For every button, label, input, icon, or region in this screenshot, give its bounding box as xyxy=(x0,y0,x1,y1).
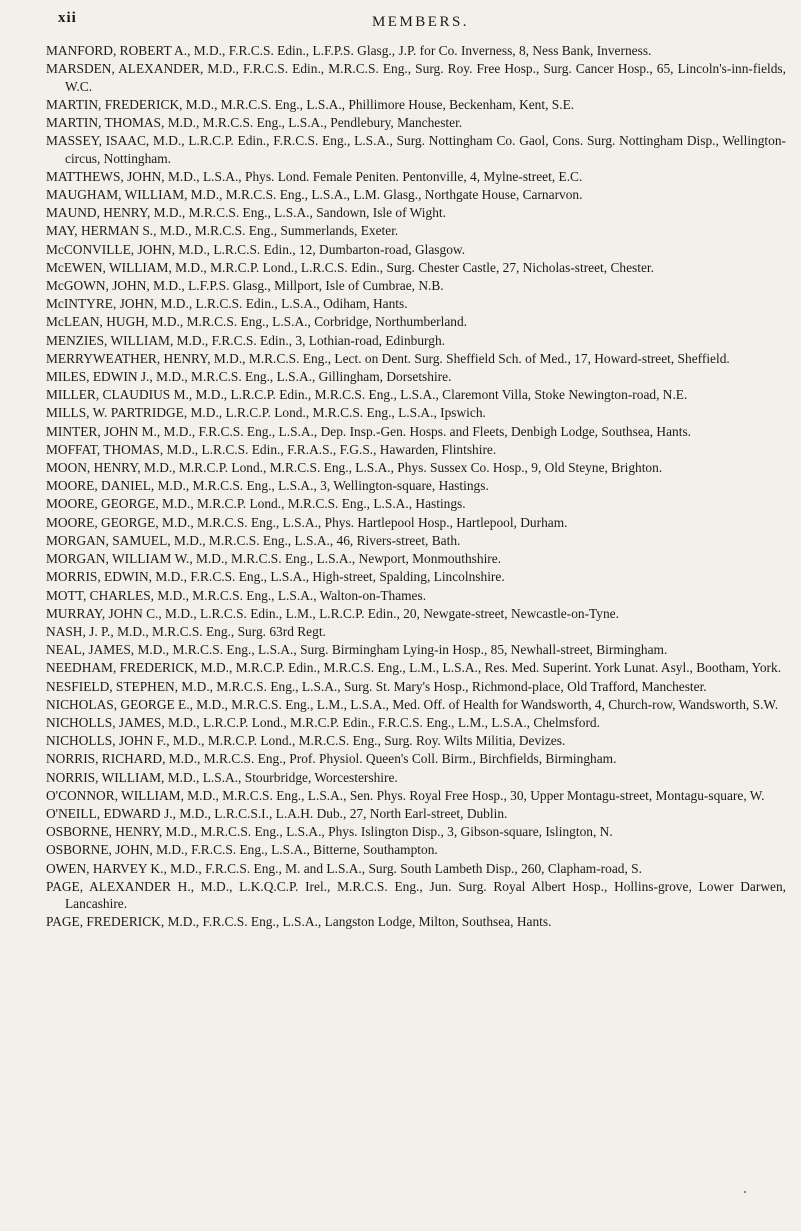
member-entry: NICHOLLS, JAMES, M.D., L.R.C.P. Lond., M.R.C.P. Edin., F.R.C.S. Eng., L.M., L.S.A., Chelmsford. xyxy=(46,714,600,730)
member-entry: MAUGHAM, WILLIAM, M.D., M.R.C.S. Eng., L.S.A., L.M. Glasg., Northgate House, Carnarvon. xyxy=(46,187,583,203)
member-entry: MOTT, CHARLES, M.D., M.R.C.S. Eng., L.S.A., Walton-on-Thames. xyxy=(46,587,427,603)
member-entry: NORRIS, WILLIAM, M.D., L.S.A., Stourbridge, Worcestershire. xyxy=(46,769,398,785)
member-entry: MORGAN, WILLIAM W., M.D., M.R.C.S. Eng., L.S.A., Newport, Monmouthshire. xyxy=(46,551,502,567)
member-entry: MILLER, CLAUDIUS M., M.D., L.R.C.P. Edin., M.R.C.S. Eng., L.S.A., Claremont Villa, Stoke Newington-road, N.E. xyxy=(46,387,688,403)
member-entry: MOON, HENRY, M.D., M.R.C.P. Lond., M.R.C.S. Eng., L.S.A., Phys. Sussex Co. Hosp., 9, Old Steyne, Brighton. xyxy=(46,460,663,476)
member-entry: MARTIN, THOMAS, M.D., M.R.C.S. Eng., L.S.A., Pendlebury, Manchester. xyxy=(46,115,463,131)
member-entry: NASH, J. P., M.D., M.R.C.S. Eng., Surg. 63rd Regt. xyxy=(46,623,326,639)
member-entry: MILLS, W. PARTRIDGE, M.D., L.R.C.P. Lond., M.R.C.S. Eng., L.S.A., Ipswich. xyxy=(46,405,486,421)
member-entry: McINTYRE, JOHN, M.D., L.R.C.S. Edin., L.S.A., Odiham, Hants. xyxy=(46,296,408,312)
member-entry: MAY, HERMAN S., M.D., M.R.C.S. Eng., Summerlands, Exeter. xyxy=(46,223,399,239)
member-entry: O'CONNOR, WILLIAM, M.D., M.R.C.S. Eng., L.S.A., Sen. Phys. Royal Free Hosp., 30, Upper Montagu-street, Montagu-square, W. xyxy=(46,787,765,803)
member-entry: PAGE, FREDERICK, M.D., F.R.C.S. Eng., L.S.A., Langston Lodge, Milton, Southsea, Hants. xyxy=(46,914,552,930)
member-entry: MURRAY, JOHN C., M.D., L.R.C.S. Edin., L.M., L.R.C.P. Edin., 20, Newgate-street, Newcastle-on-Tyne. xyxy=(46,605,619,621)
member-entry: McLEAN, HUGH, M.D., M.R.C.S. Eng., L.S.A., Corbridge, Northumberland. xyxy=(46,314,468,330)
member-entry: NEAL, JAMES, M.D., M.R.C.S. Eng., L.S.A., Surg. Birmingham Lying-in Hosp., 85, Newhall-street, Birmingham. xyxy=(46,642,668,658)
member-entry: MENZIES, WILLIAM, M.D., F.R.C.S. Edin., 3, Lothian-road, Edinburgh. xyxy=(46,332,446,348)
member-entry: MORRIS, EDWIN, M.D., F.R.C.S. Eng., L.S.A., High-street, Spalding, Lincolnshire. xyxy=(46,569,505,585)
member-entry: McGOWN, JOHN, M.D., L.F.P.S. Glasg., Millport, Isle of Cumbrae, N.B. xyxy=(46,278,444,294)
member-entry: NORRIS, RICHARD, M.D., M.R.C.S. Eng., Prof. Physiol. Queen's Coll. Birm., Birchfields, Birmingham. xyxy=(46,751,617,767)
member-entry: NESFIELD, STEPHEN, M.D., M.R.C.S. Eng., L.S.A., Surg. St. Mary's Hosp., Richmond-place, Old Trafford, Manchester. xyxy=(46,678,707,694)
member-entry: NICHOLAS, GEORGE E., M.D., M.R.C.S. Eng., L.M., L.S.A., Med. Off. of Health for Wandsworth, 4, Church-row, Wandsworth, S.W. xyxy=(46,696,779,712)
member-entry: OSBORNE, JOHN, M.D., F.R.C.S. Eng., L.S.A., Bitterne, Southampton. xyxy=(46,842,438,858)
member-entry: O'NEILL, EDWARD J., M.D., L.R.C.S.I., L.A.H. Dub., 27, North Earl-street, Dublin. xyxy=(46,805,508,821)
member-entry: MOFFAT, THOMAS, M.D., L.R.C.S. Edin., F.R.A.S., F.G.S., Hawarden, Flintshire. xyxy=(46,441,497,457)
member-entry: OWEN, HARVEY K., M.D., F.R.C.S. Eng., M. and L.S.A., Surg. South Lambeth Disp., 260, Clapham-road, S. xyxy=(46,860,642,876)
paper-speck xyxy=(744,1191,746,1193)
member-entry: MANFORD, ROBERT A., M.D., F.R.C.S. Edin., L.F.P.S. Glasg., J.P. for Co. Inverness, 8, Ness Bank, Inverness. xyxy=(46,43,652,58)
member-entry: OSBORNE, HENRY, M.D., M.R.C.S. Eng., L.S.A., Phys. Islington Disp., 3, Gibson-square, Islington, N. xyxy=(46,824,613,840)
member-entry: MARSDEN, ALEXANDER, M.D., F.R.C.S. Edin., M.R.C.S. Eng., Surg. Roy. Free Hosp., Surg. Cancer Hosp., 65, Lincoln's-inn-fields, W.C. xyxy=(46,61,786,94)
member-list xyxy=(46,42,786,932)
running-head: MEMBERS. xyxy=(371,14,470,30)
member-entry: MARTIN, FREDERICK, M.D., M.R.C.S. Eng., L.S.A., Phillimore House, Beckenham, Kent, S.E. xyxy=(46,96,575,112)
member-entry: MORGAN, SAMUEL, M.D., M.R.C.S. Eng., L.S.A., 46, Rivers-street, Bath. xyxy=(46,532,461,548)
member-entry: MASSEY, ISAAC, M.D., L.R.C.P. Edin., F.R.C.S. Eng., L.S.A., Surg. Nottingham Co. Gaol, Cons. Surg. Nottingham Disp., Wellington-circus, Nottingham. xyxy=(46,133,786,166)
member-entry: MOORE, GEORGE, M.D., M.R.C.P. Lond., M.R.C.S. Eng., L.S.A., Hastings. xyxy=(46,496,466,512)
member-entry: MERRYWEATHER, HENRY, M.D., M.R.C.S. Eng., Lect. on Dent. Surg. Sheffield Sch. of Med., 17, Howard-street, Sheffield. xyxy=(46,350,730,366)
member-entry: McCONVILLE, JOHN, M.D., L.R.C.S. Edin., 12, Dumbarton-road, Glasgow. xyxy=(46,241,466,257)
member-entry: MATTHEWS, JOHN, M.D., L.S.A., Phys. Lond. Female Peniten. Pentonville, 4, Mylne-street, E.C. xyxy=(46,168,583,184)
page-number: xii xyxy=(58,10,77,26)
member-entry: McEWEN, WILLIAM, M.D., M.R.C.P. Lond., L.R.C.S. Edin., Surg. Chester Castle, 27, Nicholas-street, Chester. xyxy=(46,259,654,275)
member-entry: MILES, EDWIN J., M.D., M.R.C.S. Eng., L.S.A., Gillingham, Dorsetshire. xyxy=(46,369,452,385)
member-entry: NICHOLLS, JOHN F., M.D., M.R.C.P. Lond., M.R.C.S. Eng., Surg. Roy. Wilts Militia, Devizes. xyxy=(46,733,566,749)
member-entry: MAUND, HENRY, M.D., M.R.C.S. Eng., L.S.A., Sandown, Isle of Wight. xyxy=(46,205,446,221)
member-entry: MOORE, DANIEL, M.D., M.R.C.S. Eng., L.S.A., 3, Wellington-square, Hastings. xyxy=(46,478,489,494)
member-entry: PAGE, ALEXANDER H., M.D., L.K.Q.C.P. Irel., M.R.C.S. Eng., Jun. Surg. Royal Albert Hosp., Hollins-grove, Lower Darwen, Lancashire. xyxy=(46,878,786,912)
member-entry: NEEDHAM, FREDERICK, M.D., M.R.C.P. Edin., M.R.C.S. Eng., L.M., L.S.A., Res. Med. Superint. York Lunat. Asyl., Bootham, York. xyxy=(46,660,782,676)
member-entry: MOORE, GEORGE, M.D., M.R.C.S. Eng., L.S.A., Phys. Hartlepool Hosp., Hartlepool, Durham. xyxy=(46,514,568,530)
member-entry: MINTER, JOHN M., M.D., F.R.C.S. Eng., L.S.A., Dep. Insp.-Gen. Hosps. and Fleets, Denbigh Lodge, Southsea, Hants. xyxy=(46,423,691,439)
